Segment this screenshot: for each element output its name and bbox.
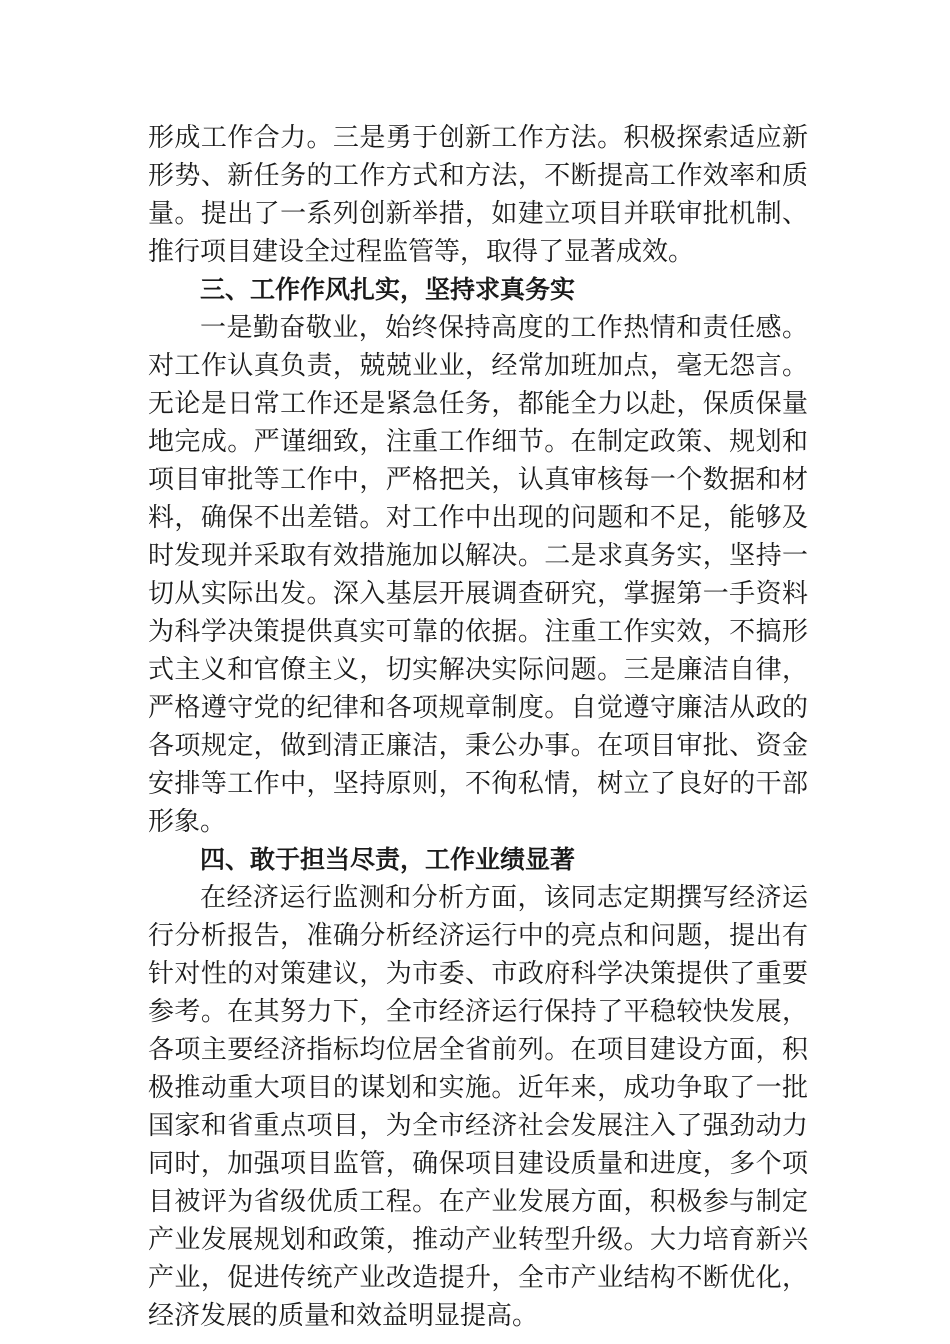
paragraph-line: 为科学决策提供真实可靠的依据。注重工作实效，不搞形 (148, 617, 808, 647)
paragraph-line: 各项主要经济指标均位居全省前列。在项目建设方面，积 (148, 1035, 808, 1065)
paragraph-line: 料，确保不出差错。对工作中出现的问题和不足，能够及 (148, 503, 808, 533)
paragraph-line: 各项规定，做到清正廉洁，秉公办事。在项目审批、资金 (148, 731, 808, 761)
paragraph-line: 形象。 (148, 807, 227, 837)
paragraph-line: 严格遵守党的纪律和各项规章制度。自觉遵守廉洁从政的 (148, 693, 808, 723)
paragraph-line: 目被评为省级优质工程。在产业发展方面，积极参与制定 (148, 1187, 808, 1217)
paragraph-line: 时发现并采取有效措施加以解决。二是求真务实，坚持一 (148, 541, 808, 571)
paragraph-line: 量。提出了一系列创新举措，如建立项目并联审批机制、 (148, 199, 808, 229)
paragraph-line: 推行项目建设全过程监管等，取得了显著成效。 (148, 237, 695, 267)
paragraph-line: 一是勤奋敬业，始终保持高度的工作热情和责任感。 (200, 313, 808, 343)
paragraph-line: 无论是日常工作还是紧急任务，都能全力以赴，保质保量 (148, 389, 808, 419)
section-heading-4: 四、敢于担当尽责，工作业绩显著 (200, 845, 576, 874)
paragraph-line: 针对性的对策建议，为市委、市政府科学决策提供了重要 (148, 959, 808, 989)
paragraph-line: 地完成。严谨细致，注重工作细节。在制定政策、规划和 (148, 427, 808, 457)
paragraph-line: 对工作认真负责，兢兢业业，经常加班加点，毫无怨言。 (148, 351, 808, 381)
paragraph-line: 产业，促进传统产业改造提升，全市产业结构不断优化， (148, 1263, 808, 1293)
paragraph-line: 产业发展规划和政策，推动产业转型升级。大力培育新兴 (148, 1225, 808, 1255)
paragraph-line: 切从实际出发。深入基层开展调查研究，掌握第一手资料 (148, 579, 808, 609)
paragraph-line: 式主义和官僚主义，切实解决实际问题。三是廉洁自律， (148, 655, 808, 685)
paragraph-line: 行分析报告，准确分析经济运行中的亮点和问题，提出有 (148, 921, 808, 951)
paragraph-line: 同时，加强项目监管，确保项目建设质量和进度，多个项 (148, 1149, 808, 1179)
section-heading-3: 三、工作作风扎实，坚持求真务实 (200, 275, 576, 304)
paragraph-line: 在经济运行监测和分析方面，该同志定期撰写经济运 (200, 883, 808, 913)
paragraph-line: 形势、新任务的工作方式和方法，不断提高工作效率和质 (148, 161, 808, 191)
paragraph-line: 经济发展的质量和效益明显提高。 (148, 1301, 539, 1331)
paragraph-line: 国家和省重点项目，为全市经济社会发展注入了强劲动力 (148, 1111, 808, 1141)
paragraph-line: 形成工作合力。三是勇于创新工作方法。积极探索适应新 (148, 123, 808, 153)
paragraph-line: 项目审批等工作中，严格把关，认真审核每一个数据和材 (148, 465, 808, 495)
paragraph-line: 极推动重大项目的谋划和实施。近年来，成功争取了一批 (148, 1073, 808, 1103)
paragraph-line: 参考。在其努力下，全市经济运行保持了平稳较快发展， (148, 997, 808, 1027)
paragraph-line: 安排等工作中，坚持原则，不徇私情，树立了良好的干部 (148, 769, 808, 799)
